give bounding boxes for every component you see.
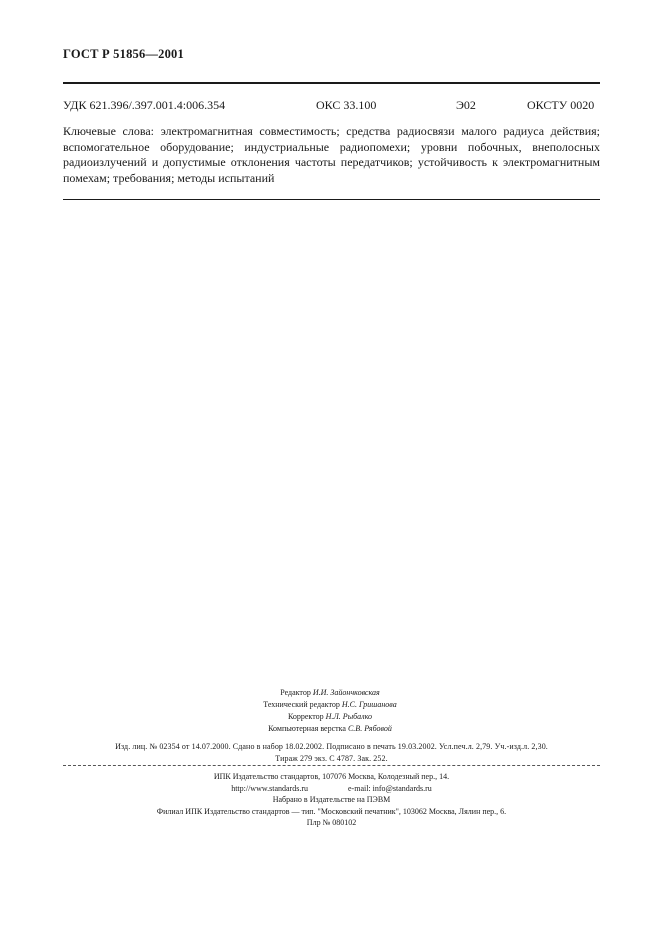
layout-label: Компьютерная верстка xyxy=(268,724,346,733)
corrector-label: Корректор xyxy=(287,712,324,721)
editor-label: Редактор xyxy=(280,688,311,697)
imprint-line-1: ИПК Издательство стандартов, 107076 Москва, Колодезный пер., 14. xyxy=(213,772,450,781)
publishing-info xyxy=(63,741,600,765)
editor-name: И.И. Зайончковская xyxy=(312,688,380,697)
tech-editor-name: Н.С. Гришанова xyxy=(341,700,397,709)
layout-line xyxy=(80,723,580,735)
email-link[interactable]: e-mail: info@standards.ru xyxy=(348,783,432,793)
imprint-block xyxy=(63,771,600,829)
udk-code: УДК 621.396/.397.001.4:006.354 xyxy=(63,98,226,112)
editor-line xyxy=(80,687,580,699)
layout-name: С.В. Рябовой xyxy=(347,724,392,733)
publishing-line-2: Тираж 279 экз. С 4787. Зак. 252. xyxy=(275,754,388,763)
credits-block xyxy=(80,687,580,735)
corrector-line xyxy=(80,711,580,723)
e-code: Э02 xyxy=(456,98,476,112)
top-divider xyxy=(63,82,600,84)
publishing-line-1: Изд. лиц. № 02354 от 14.07.2000. Сдано в набор 18.02.2002. Подписано в печать 19.03.2002. Усл.печ.л. 2,79. Уч.-изд.л. 2,30. xyxy=(115,742,548,751)
imprint-line-3: Набрано в Издательстве на ПЭВМ xyxy=(272,795,391,805)
tech-editor-line xyxy=(80,699,580,711)
oks-code: ОКС 33.100 xyxy=(316,98,377,112)
bottom-divider xyxy=(63,199,600,200)
imprint-line-5: Плр № 080102 xyxy=(306,818,357,828)
corrector-name: Н.Л. Рыбалко xyxy=(325,712,373,721)
tech-editor-label: Технический редактор xyxy=(263,700,340,709)
imprint-line-4: Филиал ИПК Издательство стандартов — тип. "Московский печатник", 103062 Москва, Лялин пер., 6. xyxy=(156,806,507,816)
okstu-code: ОКСТУ 0020 xyxy=(527,98,595,112)
website-link[interactable]: http://www.standards.ru xyxy=(231,783,308,793)
standard-id: ГОСТ Р 51856—2001 xyxy=(63,47,184,61)
dashed-divider xyxy=(63,765,600,766)
imprint-contacts xyxy=(63,783,600,795)
keywords-paragraph: Ключевые слова: электромагнитная совместимость; средства радиосвязи малого радиуса действия; вспомогательное оборудование; индустриальные радиопомехи; уровни побочных, внеполосных радиоизлучений и допустимые отклонения частоты передатчиков; устойчивость к электромагнитным помехам; требования; методы испытаний xyxy=(63,124,600,185)
